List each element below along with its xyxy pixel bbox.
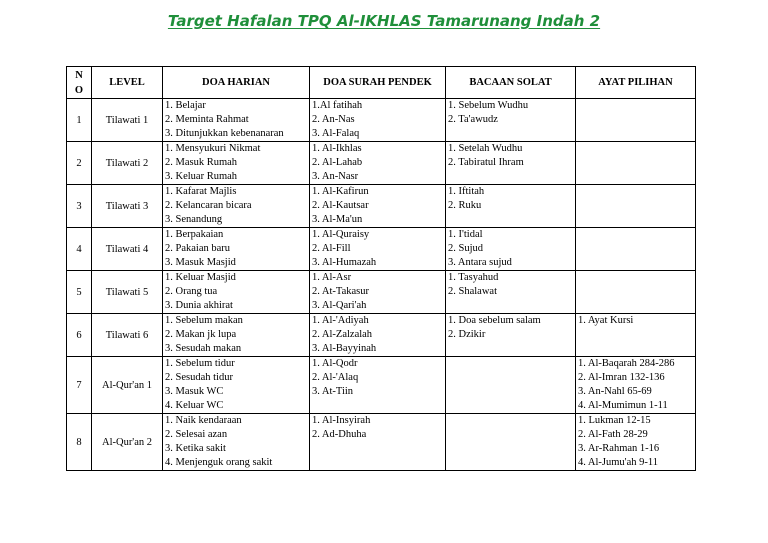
list-item: 1. Doa sebelum salam	[448, 315, 541, 326]
row-level: Tilawati 3	[92, 185, 163, 228]
row-number: 5	[67, 271, 92, 314]
list-item	[576, 170, 695, 184]
row-number: 4	[67, 228, 92, 271]
list-item	[576, 285, 695, 299]
list-item	[446, 342, 575, 356]
list-item: 2. At-Takasur	[312, 286, 370, 297]
list-item	[576, 228, 695, 242]
cell-ayat-pilihan	[576, 414, 696, 471]
list-item: 2. Selesai azan	[165, 429, 228, 440]
list-item	[310, 399, 445, 413]
cell-bacaan-solat	[446, 314, 576, 357]
table-row	[67, 185, 696, 228]
list-item	[310, 442, 445, 456]
list-item: 1. Al-Asr	[312, 272, 352, 283]
list-item: 2. Orang tua	[165, 286, 218, 297]
list-item: 3. Ketika sakit	[165, 443, 226, 454]
cell-doa-surah	[310, 142, 446, 185]
header-doa-harian: DOA HARIAN	[163, 67, 310, 99]
list-item	[446, 299, 575, 313]
list-item: 4. Menjenguk orang sakit	[165, 457, 273, 468]
list-item: 3. Masuk Masjid	[165, 257, 236, 268]
list-item: 1. Al-Quraisy	[312, 229, 370, 240]
list-item: 1. Al-Baqarah 284-286	[578, 358, 675, 369]
list-item: 3. Al-Humazah	[312, 257, 377, 268]
list-item: 2. Al-'Alaq	[312, 372, 359, 383]
list-item: 1. Berpakaian	[165, 229, 224, 240]
list-item	[446, 385, 575, 399]
list-item: 3. Masuk WC	[165, 386, 224, 397]
cell-doa-harian	[163, 414, 310, 471]
cell-ayat-pilihan	[576, 271, 696, 314]
list-item: 1. Sebelum makan	[165, 315, 243, 326]
row-number: 7	[67, 357, 92, 414]
list-item: 2. Al-Lahab	[312, 157, 363, 168]
list-item: 3. Senandung	[165, 214, 223, 225]
list-item: 2. Ta'awudz	[448, 114, 498, 125]
cell-ayat-pilihan	[576, 228, 696, 271]
row-level: Tilawati 6	[92, 314, 163, 357]
list-item	[446, 213, 575, 227]
header-doa-surah-pendek: DOA SURAH PENDEK	[310, 67, 446, 99]
header-no-line1: N	[75, 69, 83, 81]
list-item: 2. Al-Kautsar	[312, 200, 369, 211]
table-row	[67, 99, 696, 142]
row-level: Tilawati 4	[92, 228, 163, 271]
list-item: 2. Al-Zalzalah	[312, 329, 373, 340]
header-no-line2: O	[74, 84, 84, 96]
row-number: 6	[67, 314, 92, 357]
list-item: 2. Makan jk lupa	[165, 329, 237, 340]
list-item: 2. Ad-Dhuha	[312, 429, 367, 440]
list-item: 1. Al-Qodr	[312, 358, 358, 369]
list-item: 2. Kelancaran bicara	[165, 200, 252, 211]
cell-doa-surah	[310, 414, 446, 471]
list-item: 3. Antara sujud	[448, 257, 512, 268]
cell-ayat-pilihan	[576, 185, 696, 228]
list-item: 4. Al-Jumu'ah 9-11	[578, 457, 658, 468]
list-item: 3. At-Tiin	[312, 386, 354, 397]
row-number: 8	[67, 414, 92, 471]
list-item: 1. Al-Kafirun	[312, 186, 369, 197]
list-item: 3. Keluar Rumah	[165, 171, 238, 182]
cell-ayat-pilihan	[576, 357, 696, 414]
list-item	[576, 99, 695, 113]
list-item: 3. Ar-Rahman 1-16	[578, 443, 660, 454]
cell-bacaan-solat	[446, 185, 576, 228]
list-item	[576, 199, 695, 213]
page-title: Target Hafalan TPQ Al-IKHLAS Tamarunang Indah 2	[167, 12, 601, 30]
cell-doa-surah	[310, 228, 446, 271]
list-item: 3. Al-Ma'un	[312, 214, 363, 225]
list-item: 4. Keluar WC	[165, 400, 224, 411]
row-number: 2	[67, 142, 92, 185]
list-item: 2. Al-Imran 132-136	[578, 372, 665, 383]
row-number: 1	[67, 99, 92, 142]
table-row	[67, 357, 696, 414]
cell-doa-surah	[310, 99, 446, 142]
list-item: 1. Keluar Masjid	[165, 272, 236, 283]
list-item: 3. Ditunjukkan kebenanaran	[165, 128, 284, 139]
list-item	[576, 328, 695, 342]
list-item: 2. Ruku	[448, 200, 482, 211]
header-level: LEVEL	[92, 67, 163, 99]
list-item	[576, 142, 695, 156]
list-item	[576, 256, 695, 270]
list-item: 1. Lukman 12-15	[578, 415, 651, 426]
row-level: Tilawati 2	[92, 142, 163, 185]
list-item	[576, 242, 695, 256]
cell-ayat-pilihan	[576, 314, 696, 357]
list-item: 2. Sesudah tidur	[165, 372, 233, 383]
list-item	[576, 271, 695, 285]
cell-bacaan-solat	[446, 142, 576, 185]
list-item	[576, 342, 695, 356]
list-item	[446, 428, 575, 442]
list-item: 2. Masuk Rumah	[165, 157, 238, 168]
list-item: 1. Naik kendaraan	[165, 415, 242, 426]
list-item: 3. Al-Qari'ah	[312, 300, 367, 311]
header-no	[67, 67, 92, 99]
list-item	[576, 213, 695, 227]
list-item: 1. Sebelum Wudhu	[448, 100, 529, 111]
row-level: Al-Qur'an 1	[92, 357, 163, 414]
table-header-row	[67, 67, 696, 99]
list-item: 2. Dzikir	[448, 329, 486, 340]
list-item: 1. Al-'Adiyah	[312, 315, 369, 326]
list-item	[576, 156, 695, 170]
cell-doa-harian	[163, 185, 310, 228]
list-item	[446, 414, 575, 428]
list-item: 1. Kafarat Majlis	[165, 186, 237, 197]
cell-doa-harian	[163, 99, 310, 142]
cell-doa-harian	[163, 271, 310, 314]
list-item: 1. Ayat Kursi	[578, 315, 634, 326]
list-item: 1. Al-Insyirah	[312, 415, 371, 426]
list-item	[446, 442, 575, 456]
list-item	[446, 357, 575, 371]
list-item	[576, 113, 695, 127]
list-item: 3. Dunia akhirat	[165, 300, 233, 311]
list-item: 2. Sujud	[448, 243, 484, 254]
list-item	[446, 170, 575, 184]
list-item	[576, 185, 695, 199]
list-item	[446, 127, 575, 141]
list-item	[446, 456, 575, 470]
list-item: 2. Shalawat	[448, 286, 497, 297]
list-item: 2. Pakaian baru	[165, 243, 231, 254]
table-row	[67, 271, 696, 314]
cell-bacaan-solat	[446, 228, 576, 271]
list-item: 1. Al-Ikhlas	[312, 143, 362, 154]
cell-bacaan-solat	[446, 414, 576, 471]
header-ayat-pilihan: AYAT PILIHAN	[576, 67, 696, 99]
list-item	[576, 127, 695, 141]
list-item: 2. Al-Fill	[312, 243, 351, 254]
cell-ayat-pilihan	[576, 142, 696, 185]
list-item	[446, 371, 575, 385]
cell-doa-harian	[163, 228, 310, 271]
cell-bacaan-solat	[446, 271, 576, 314]
row-level: Tilawati 1	[92, 99, 163, 142]
table-row	[67, 314, 696, 357]
list-item	[446, 399, 575, 413]
cell-doa-surah	[310, 357, 446, 414]
list-item: 3. Al-Falaq	[312, 128, 360, 139]
list-item: 1. I'tidal	[448, 229, 483, 240]
row-level: Tilawati 5	[92, 271, 163, 314]
list-item: 1. Sebelum tidur	[165, 358, 235, 369]
row-number: 3	[67, 185, 92, 228]
cell-doa-harian	[163, 314, 310, 357]
list-item: 2. An-Nas	[312, 114, 355, 125]
list-item: 1. Tasyahud	[448, 272, 499, 283]
list-item: 1. Mensyukuri Nikmat	[165, 143, 261, 154]
cell-doa-harian	[163, 142, 310, 185]
row-level: Al-Qur'an 2	[92, 414, 163, 471]
cell-doa-harian	[163, 357, 310, 414]
list-item: 2. Al-Fath 28-29	[578, 429, 648, 440]
list-item	[576, 299, 695, 313]
list-item: 1. Iftitah	[448, 186, 485, 197]
list-item: 2. Meminta Rahmat	[165, 114, 249, 125]
list-item: 3. Al-Bayyinah	[312, 343, 377, 354]
list-item: 4. Al-Mumimun 1-11	[578, 400, 668, 411]
list-item: 3. Sesudah makan	[165, 343, 242, 354]
cell-doa-surah	[310, 314, 446, 357]
list-item: 2. Tabiratul Ihram	[448, 157, 524, 168]
header-bacaan-solat: BACAAN SOLAT	[446, 67, 576, 99]
cell-doa-surah	[310, 271, 446, 314]
table-row	[67, 228, 696, 271]
cell-doa-surah	[310, 185, 446, 228]
list-item: 1. Setelah Wudhu	[448, 143, 523, 154]
list-item: 3. An-Nasr	[312, 171, 359, 182]
list-item: 3. An-Nahl 65-69	[578, 386, 652, 397]
cell-bacaan-solat	[446, 357, 576, 414]
table-row	[67, 414, 696, 471]
cell-bacaan-solat	[446, 99, 576, 142]
list-item	[310, 456, 445, 470]
cell-ayat-pilihan	[576, 99, 696, 142]
list-item: 1. Belajar	[165, 100, 206, 111]
list-item: 1.Al fatihah	[312, 100, 363, 111]
table-row	[67, 142, 696, 185]
hafalan-table	[66, 66, 696, 471]
